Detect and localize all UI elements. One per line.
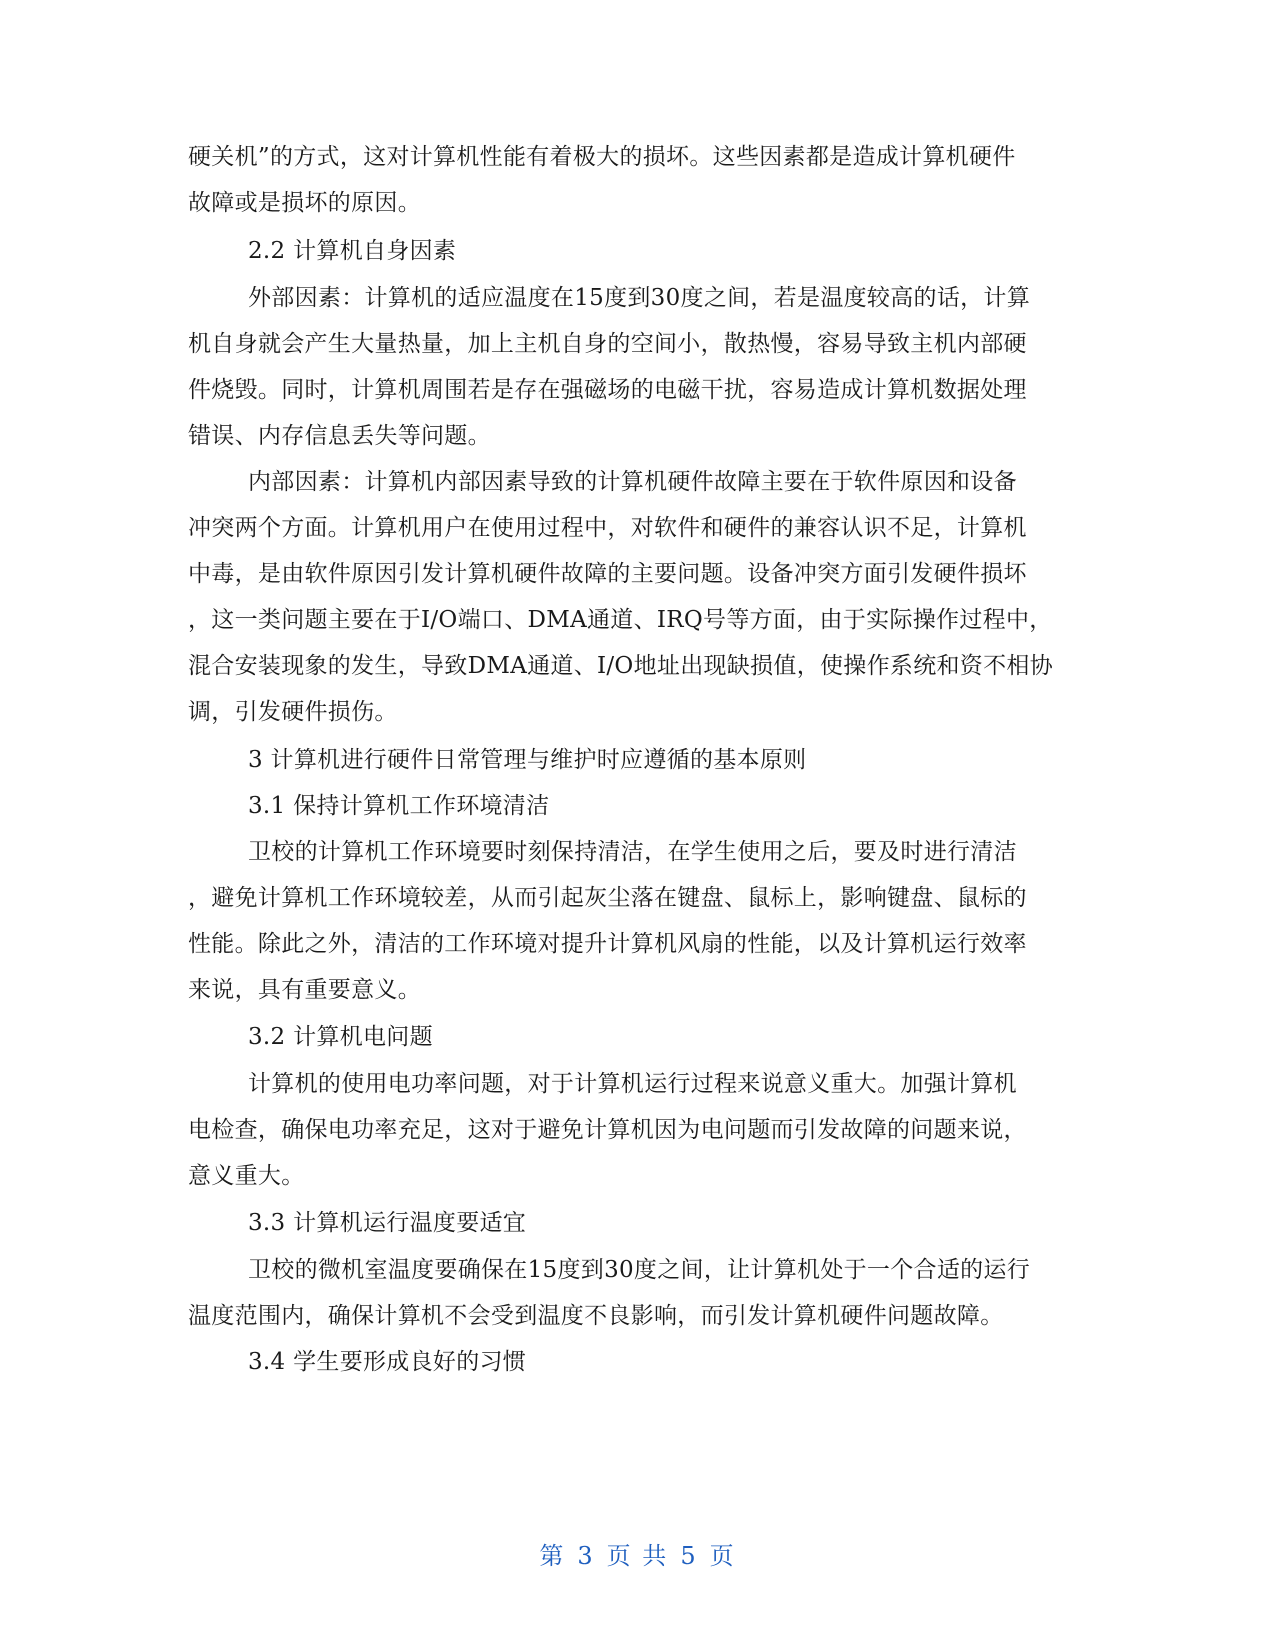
- text-line-13: 调，引发硬件损伤。: [188, 699, 398, 725]
- text-line-4: 外部因素：计算机的适应温度在15度到30度之间，若是温度较高的话，计算: [248, 285, 1031, 311]
- text-line-1: 硬关机”的方式，这对计算机性能有着极大的损坏。这些因素都是造成计算机硬件: [188, 144, 1016, 170]
- text-line-11: ，这一类问题主要在于I/O端口、DMA通道、IRQ号等方面，由于实际操作过程中，: [188, 607, 1053, 633]
- text-line-9: 冲突两个方面。计算机用户在使用过程中，对软件和硬件的兼容认识不足，计算机: [188, 515, 1027, 541]
- text-line-10: 中毒，是由软件原因引发计算机硬件故障的主要问题。设备冲突方面引发硬件损坏: [188, 561, 1027, 587]
- text-line-2: 故障或是损坏的原因。: [188, 190, 421, 216]
- text-line-16: 卫校的计算机工作环境要时刻保持清洁，在学生使用之后，要及时进行清洁: [248, 839, 1017, 865]
- text-line-26: 温度范围内，确保计算机不会受到温度不良影响，而引发计算机硬件问题故障。: [188, 1303, 1004, 1329]
- footer-prefix: 第: [539, 1542, 566, 1570]
- text-line-21: 计算机的使用电功率问题，对于计算机运行过程来说意义重大。加强计算机: [248, 1071, 1017, 1097]
- section-heading-3: 3 计算机进行硬件日常管理与维护时应遵循的基本原则: [248, 747, 807, 773]
- text-line-25: 卫校的微机室温度要确保在15度到30度之间，让计算机处于一个合适的运行: [248, 1257, 1031, 1283]
- text-line-23: 意义重大。: [188, 1163, 305, 1189]
- text-line-5: 机自身就会产生大量热量，加上主机自身的空间小，散热慢，容易导致主机内部硬: [188, 331, 1027, 357]
- text-line-17: ，避免计算机工作环境较差，从而引起灰尘落在键盘、鼠标上，影响键盘、鼠标的: [188, 885, 1027, 911]
- section-heading-3-3: 3.3 计算机运行温度要适宜: [248, 1210, 527, 1236]
- page-footer: [0, 1536, 1275, 1571]
- footer-suffix: 页: [709, 1542, 736, 1570]
- section-heading-3-1: 3.1 保持计算机工作环境清洁: [248, 793, 550, 819]
- footer-middle: 页 共: [606, 1542, 669, 1570]
- text-line-12: 混合安装现象的发生，导致DMA通道、I/O地址出现缺损值，使操作系统和资不相协: [188, 653, 1053, 679]
- section-heading-2-2: 2.2 计算机自身因素: [248, 238, 457, 264]
- text-line-18: 性能。除此之外，清洁的工作环境对提升计算机风扇的性能，以及计算机运行效率: [188, 931, 1027, 957]
- footer-page-number: 3: [577, 1542, 595, 1570]
- text-line-7: 错误、内存信息丢失等问题。: [188, 423, 491, 449]
- footer-total-pages: 5: [680, 1542, 698, 1570]
- section-heading-3-4: 3.4 学生要形成良好的习惯: [248, 1349, 527, 1375]
- text-line-19: 来说，具有重要意义。: [188, 977, 421, 1003]
- section-heading-3-2: 3.2 计算机电问题: [248, 1024, 433, 1050]
- text-line-8: 内部因素：计算机内部因素导致的计算机硬件故障主要在于软件原因和设备: [248, 469, 1017, 495]
- text-line-6: 件烧毁。同时，计算机周围若是存在强磁场的电磁干扰，容易造成计算机数据处理: [188, 377, 1027, 403]
- text-line-22: 电检查，确保电功率充足，这对于避免计算机因为电问题而引发故障的问题来说，: [188, 1117, 1027, 1143]
